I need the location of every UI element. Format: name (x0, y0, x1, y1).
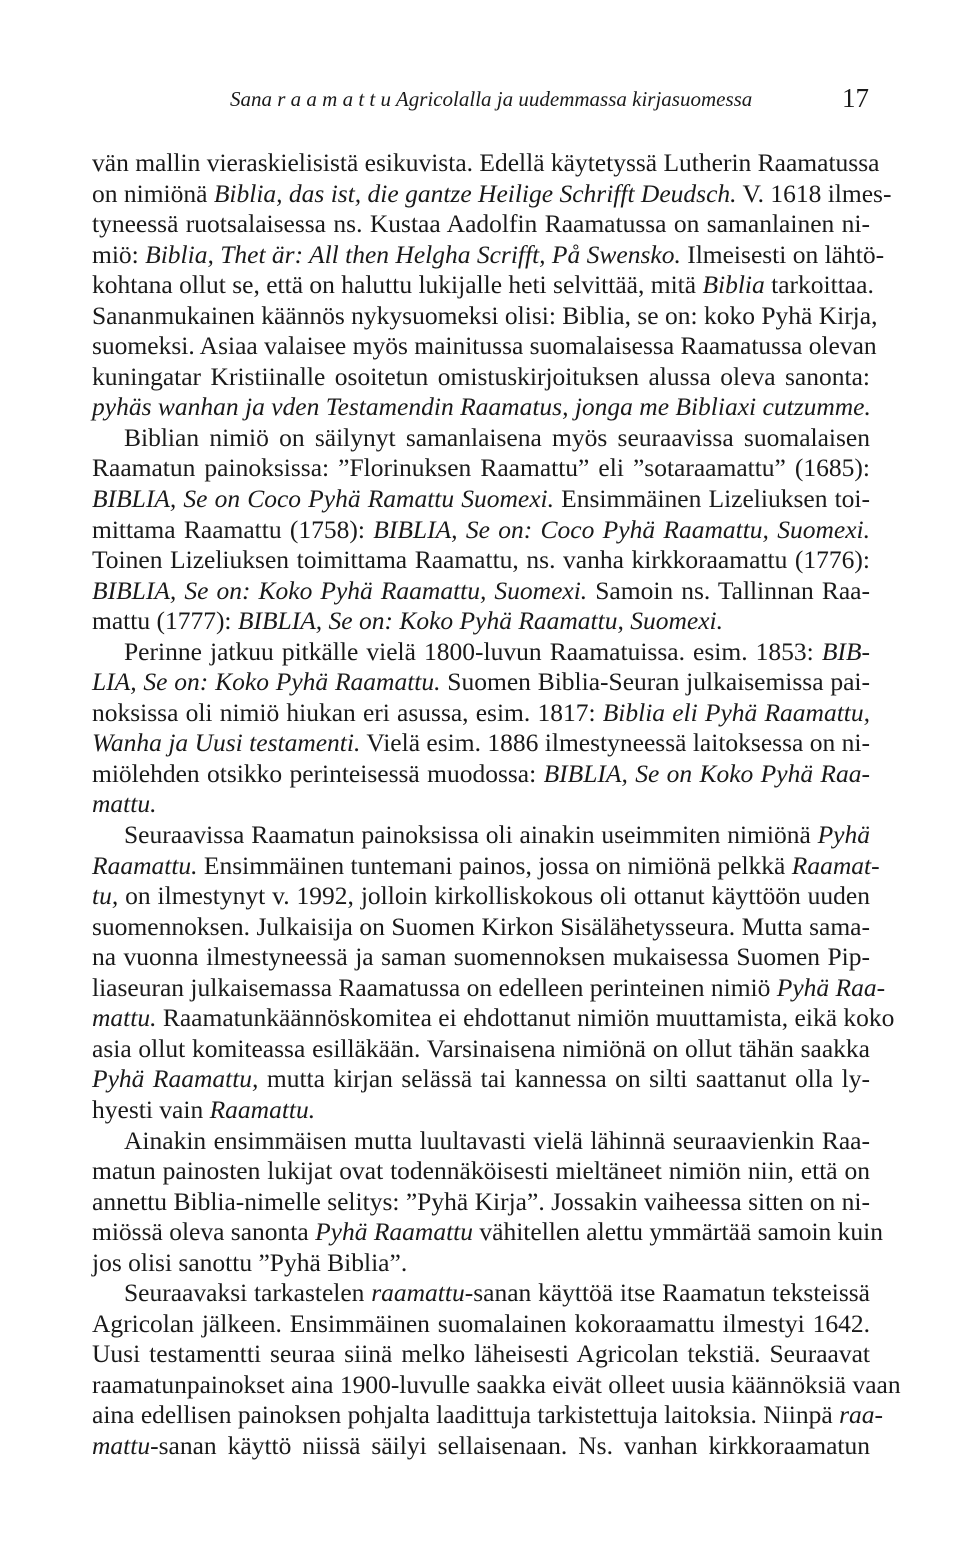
text-segment: mittama Raamattu (1758): (92, 514, 374, 544)
text-segment: tarkoittaa. (764, 270, 874, 300)
text-segment: hyesti vain (92, 1094, 210, 1124)
text-line (92, 576, 870, 607)
text-line (92, 392, 870, 423)
text-line (92, 1095, 870, 1126)
italic-text: raamattu (371, 1278, 465, 1308)
text-line (92, 972, 886, 1004)
text-segment: miössä oleva sanonta (92, 1217, 316, 1247)
italic-text: tu, (92, 881, 119, 911)
text-line (92, 300, 878, 332)
text-segment: Ensimmäinen tuntemani painos, jossa on nimiönä pelkkä (197, 850, 792, 880)
text-segment: Samoin ns. Tallinnan Raa- (587, 575, 870, 605)
text-segment: kohtana ollut se, että on haluttu lukijalle heti selvittää, mitä (92, 270, 703, 300)
text-line (92, 1003, 895, 1034)
text-line (92, 606, 870, 637)
text-segment: Perinne jatkuu pitkälle vielä 1800-luvun Raamatuissa. esim. 1853: (124, 636, 822, 666)
text-line (92, 1034, 870, 1065)
text-line (92, 1156, 870, 1187)
text-line (92, 362, 870, 393)
text-line (92, 1278, 870, 1309)
text-segment: Agricolan jälkeen. Ensimmäinen suomalainen kokoraamattu ilmestyi 1642. (92, 1308, 870, 1338)
italic-text: BIBLIA, Se on Koko Pyhä Raa- (543, 758, 870, 788)
text-segment: kuningatar Kristiinalle osoitetun omistuskirjoituksen alussa oleva sanonta: (92, 361, 870, 391)
italic-text: pyhäs wanhan ja vden Testamendin Raamatus, jonga me Bibliaxi cutzumme. (92, 392, 871, 422)
text-line (92, 1187, 870, 1218)
text-line (92, 331, 877, 362)
text-line (92, 698, 870, 729)
italic-text: Pyhä Raa- (776, 972, 886, 1002)
italic-text: Wanha ja Uusi testamenti. (92, 728, 361, 758)
text-segment: na vuonna ilmestyneessä ja saman suomennoksen mukaisessa Suomen Pip- (92, 942, 870, 972)
text-segment: Seuraavissa Raamatun painoksissa oli ainakin useimmiten nimiönä (124, 820, 818, 850)
text-segment: tyneessä ruotsalaisessa ns. Kustaa Aadolfin Raamatussa on samanlainen ni- (92, 209, 870, 239)
italic-text: BIBLIA, Se on: Coco Pyhä Raamattu, Suomexi. (373, 514, 870, 544)
italic-text: Biblia, Thet är: All then Helgha Scrifft, På Swensko. (145, 239, 681, 269)
page-header (0, 83, 960, 117)
text-line (92, 239, 885, 271)
text-segment: Biblian nimiö on säilynyt samanlaisena myös seuraavissa suomalaisen (124, 422, 870, 452)
italic-text: Biblia eli Pyhä Raamattu, (602, 697, 870, 727)
text-line (92, 1248, 870, 1279)
text-line (92, 545, 870, 576)
italic-text: BIBLIA, Se on: Koko Pyhä Raamattu, Suomexi. (237, 606, 723, 636)
text-segment: Ainakin ensimmäisen mutta luultavasti vielä lähinnä seuraavienkin Raa- (124, 1125, 870, 1155)
text-segment: annettu Biblia-nimelle selitys: ”Pyhä Kirja”. Jossakin vaiheessa sitten on ni- (92, 1186, 870, 1216)
text-line (92, 789, 870, 820)
italic-text: Pyhä (817, 820, 870, 850)
italic-text: Raamattu. (92, 850, 198, 880)
text-segment: miö: (92, 239, 146, 269)
text-segment: Vielä esim. 1886 ilmestyneessä laitoksessa on ni- (360, 728, 870, 758)
text-segment: Suomen Biblia-Seuran julkaisemissa pai- (440, 667, 870, 697)
text-line (92, 850, 880, 882)
text-segment: Ensimmäinen Lizeliuksen toi- (554, 484, 870, 514)
italic-text: LIA, Se on: Koko Pyhä Raamattu. (92, 667, 441, 697)
text-segment: aina edellisen painoksen pohjalta laadittuja tarkistettuja laitoksia. Niinpä (92, 1400, 840, 1430)
text-line (92, 1309, 870, 1340)
text-segment: Seuraavaksi tarkastelen (124, 1278, 372, 1308)
italic-text: mattu. (92, 1003, 157, 1033)
italic-text: Pyhä Raamattu, (92, 1064, 259, 1094)
text-line (92, 453, 870, 484)
text-line (92, 728, 870, 759)
text-line (92, 515, 870, 546)
italic-text: Raamat- (791, 850, 880, 880)
page-number: 17 (842, 83, 869, 113)
body-text (92, 148, 901, 1462)
text-line (92, 148, 880, 179)
text-line (92, 1400, 883, 1431)
italic-text: BIBLIA, Se on Coco Pyhä Ramattu Suomexi. (92, 484, 555, 514)
text-segment: suomennoksen. Julkaisija on Suomen Kirkon Sisälähetysseura. Mutta sama- (92, 911, 870, 941)
text-segment: mutta kirjan selässä tai kannessa on silti saattanut olla ly- (258, 1064, 870, 1094)
italic-text: mattu. (92, 789, 157, 819)
text-segment: Toinen Lizeliuksen toimittama Raamattu, ns. vanha kirkkoraamattu (1776): (92, 545, 870, 575)
text-line (92, 209, 870, 240)
italic-text: Pyhä Raamattu (315, 1217, 474, 1247)
italic-text: BIBLIA, Se on: Koko Pyhä Raamattu, Suomexi. (92, 575, 588, 605)
text-line (92, 912, 870, 943)
text-segment: asia ollut komiteassa esilläkään. Varsinaisena nimiönä on ollut tähän saakka (92, 1033, 870, 1063)
text-line (92, 270, 874, 301)
text-segment: on ilmestynyt v. 1992, jolloin kirkolliskokous oli ottanut käyttöön uuden (118, 881, 870, 911)
text-line (92, 1431, 870, 1462)
text-segment: Uusi testamentti seuraa siinä melko läheisesti Agricolan tekstiä. Seuraavat (92, 1339, 870, 1369)
italic-text: BIB- (821, 636, 870, 666)
text-line (92, 1064, 870, 1095)
text-line (92, 1339, 870, 1370)
text-line (92, 178, 892, 210)
text-line (92, 1126, 870, 1157)
text-segment: Raamatun painoksissa: ”Florinuksen Raamattu” eli ”sotaraamattu” (1685): (92, 453, 870, 483)
text-segment: -sanan käyttö niissä säilyi sellaisenaan. Ns. vanhan kirkkoraamatun (150, 1430, 870, 1460)
text-line (92, 637, 870, 668)
text-segment: suomeksi. Asiaa valaisee myös mainitussa suomalaisessa Raamatussa olevan (92, 331, 877, 361)
text-segment: mattu (1777): (92, 606, 238, 636)
text-line (92, 484, 870, 515)
text-segment: Sananmukainen käännös nykysuomeksi olisi: Biblia, se on: koko Pyhä Kirja, (92, 300, 878, 330)
italic-text: Raamattu. (209, 1094, 316, 1124)
text-line (92, 942, 870, 973)
text-line (92, 820, 870, 851)
running-title: Sana r a a m a t t u Agricolalla ja uudemmassa kirjasuomessa (230, 87, 753, 111)
text-segment: miölehden otsikko perinteisessä muodossa: (92, 758, 544, 788)
text-segment: Raamatunkäännöskomitea ei ehdottanut nimiön muuttamista, eikä koko (156, 1003, 895, 1033)
text-segment: raamatunpainokset aina 1900-luvulle saakka eivät olleet uusia käännöksiä vaan (92, 1369, 901, 1399)
text-line (92, 667, 870, 698)
text-segment: V. 1618 ilmes- (736, 178, 892, 208)
text-segment: on nimiönä (92, 178, 214, 208)
text-line (92, 1217, 884, 1248)
italic-text: Biblia (702, 270, 765, 300)
italic-text: Biblia, das ist, die gantze Heilige Schrifft Deudsch. (213, 178, 737, 208)
text-line (92, 1369, 901, 1401)
text-segment: liaseuran julkaisemassa Raamatussa on edelleen perinteinen nimiö (92, 972, 777, 1002)
text-segment: matun painosten lukijat ovat todennäköisesti mieltäneet nimiön niin, että on (92, 1156, 870, 1186)
italic-text: mattu (92, 1430, 151, 1460)
text-line (92, 881, 870, 912)
text-segment: vähitellen alettu ymmärtää samoin kuin (473, 1217, 884, 1247)
italic-text: raa- (839, 1400, 883, 1430)
text-line (92, 423, 870, 454)
text-line (92, 759, 870, 790)
text-segment: Ilmeisesti on lähtö- (680, 239, 885, 269)
text-segment: vän mallin vieraskielisistä esikuvista. Edellä käytetyssä Lutherin Raamatussa (92, 148, 880, 177)
text-segment: jos olisi sanottu ”Pyhä Biblia”. (92, 1247, 408, 1277)
text-segment: noksissa oli nimiö hiukan eri asussa, esim. 1817: (92, 697, 603, 727)
text-segment: -sanan käyttöä itse Raamatun teksteissä (464, 1278, 870, 1308)
